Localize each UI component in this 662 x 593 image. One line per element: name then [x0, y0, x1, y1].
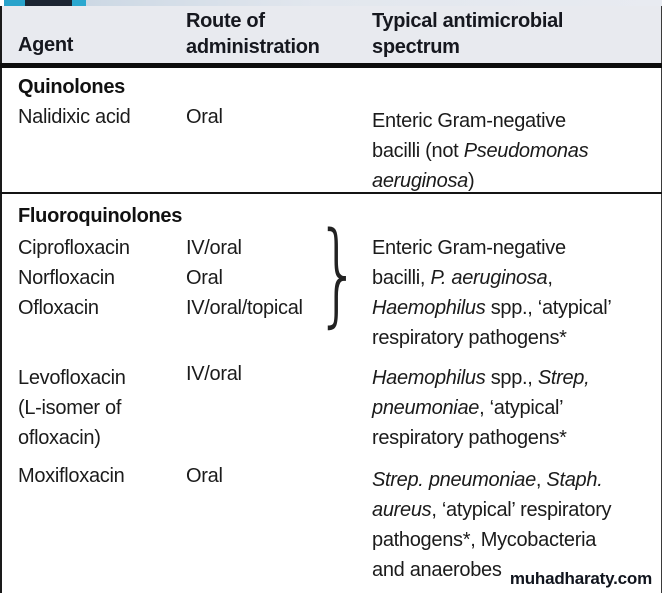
column-header-route-line1: Route of [186, 10, 265, 32]
route-ciprofloxacin: IV/oral [186, 237, 242, 259]
route-group-list [186, 233, 303, 323]
column-header-spectrum-line1: Typical antimicrobial [372, 10, 564, 32]
agent-group-list [18, 233, 130, 323]
column-header-route [186, 8, 320, 60]
spectrum-fluoroquinolone-group: Enteric Gram-negative bacilli, P. aeruginosa, Haemophilus spp., ‘atypical’ respiratory pathogens* [372, 237, 612, 349]
route-ofloxacin: IV/oral/topical [186, 297, 303, 319]
header-bottom-rule [0, 63, 662, 68]
section-heading-quinolones: Quinolones [18, 76, 126, 98]
route-norfloxacin: Oral [186, 267, 223, 289]
spectrum-levofloxacin: Haemophilus spp., Strep, pneumoniae, ‘atypical’ respiratory pathogens* [372, 367, 590, 449]
spectrum-moxifloxacin: Strep. pneumoniae, Staph. aureus, ‘atypical’ respiratory pathogens*, Mycobacteria and anaerobes [372, 469, 612, 581]
column-header-spectrum [372, 8, 563, 60]
agent-moxifloxacin: Moxifloxacin [18, 465, 125, 487]
column-header-route-line2: administration [186, 36, 320, 58]
agent-levofloxacin [18, 363, 126, 453]
route-nalidixic-acid: Oral [186, 106, 223, 128]
agent-ciprofloxacin: Ciprofloxacin [18, 237, 130, 259]
grouping-brace: } [316, 209, 361, 339]
column-header-agent: Agent [18, 34, 74, 56]
watermark-muhadharaty: muhadharaty.com [509, 569, 652, 588]
agent-levofloxacin-line3: ofloxacin) [18, 427, 101, 449]
column-header-spectrum-line2: spectrum [372, 36, 460, 58]
agent-nalidixic-acid: Nalidixic acid [18, 106, 131, 128]
agent-ofloxacin: Ofloxacin [18, 297, 99, 319]
route-levofloxacin: IV/oral [186, 363, 242, 385]
agent-levofloxacin-line2: (L-isomer of [18, 397, 122, 419]
table-left-border [0, 6, 2, 593]
section-heading-fluoroquinolones: Fluoroquinolones [18, 205, 183, 227]
route-moxifloxacin: Oral [186, 465, 223, 487]
agent-norfloxacin: Norfloxacin [18, 267, 115, 289]
agent-levofloxacin-line1: Levofloxacin [18, 367, 126, 389]
spectrum-nalidixic-acid: Enteric Gram-negative bacilli (not Pseudomonas aeruginosa) [372, 110, 589, 192]
